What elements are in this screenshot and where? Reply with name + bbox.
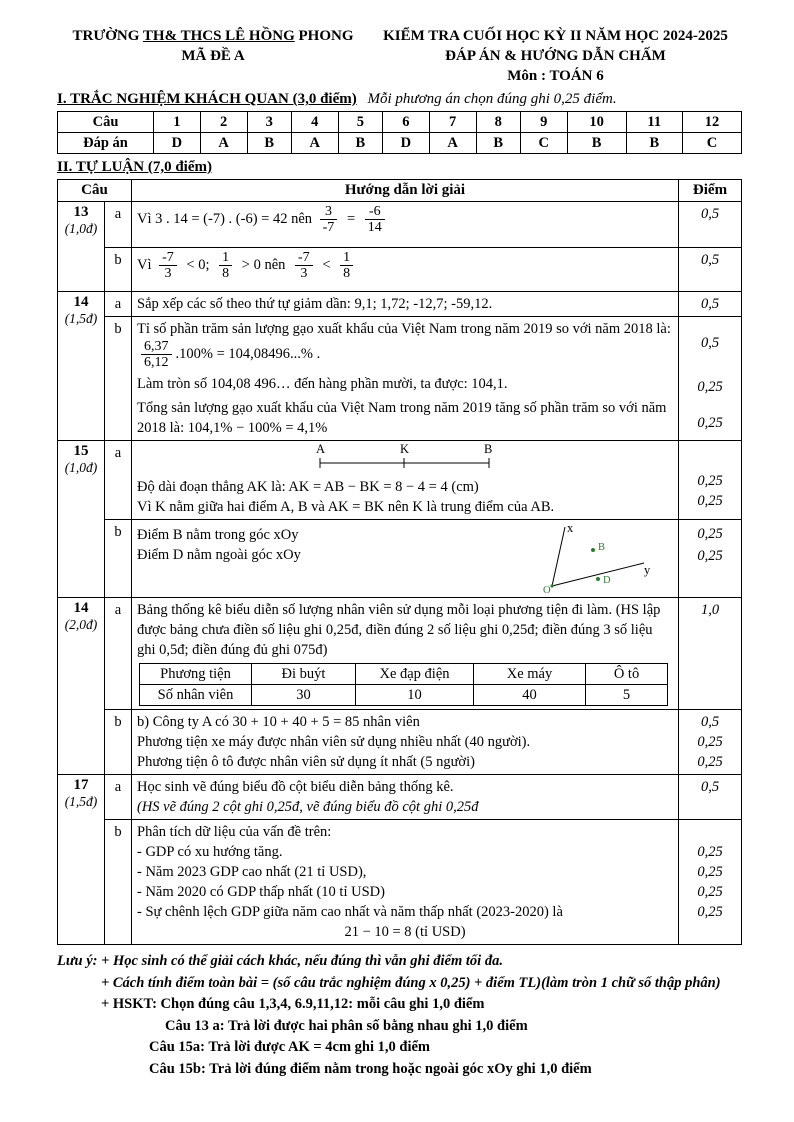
question-points-total: (2,0đ) [64, 617, 98, 633]
solution-cell-13b: Vì $\frac{-7}{3}$ < 0; $\frac{1}{8}$ > 0 nên $\frac{-7}{3}$ < $\frac{1}{8}$ [132, 248, 679, 292]
solution-line-italic: (HS vẽ đúng 2 cột ghi 0,25đ, vẽ đúng biểu đồ cột ghi 0,25đ [137, 799, 479, 816]
transport-header-cell: Ô tô [586, 664, 668, 685]
question-15-cell [58, 441, 105, 598]
answer-key-title: ĐÁP ÁN & HƯỚNG DẪN CHẤM [445, 48, 666, 64]
mcq-answer-row-label: Đáp án [58, 133, 154, 154]
angle-diagram [536, 522, 651, 594]
transport-table [139, 663, 668, 706]
mcq-answer-table [57, 111, 742, 154]
points-cell: 1,0 [679, 598, 742, 710]
mcq-answer-row [58, 133, 742, 154]
solution-line: Tổng sản lượng gạo xuất khẩu của Việt Nam trong năm 2019 tăng số phần trăm so với năm 2018 là: 104,1% − 100% = 4,1% [137, 400, 667, 437]
question-points-total: (1,0đ) [64, 460, 98, 476]
mcq-question-cell: 12 [683, 112, 742, 133]
exam-title: KIỂM TRA CUỐI HỌC KỲ II NĂM HỌC 2024-2025 [383, 28, 728, 44]
mcq-answer-cell: B [338, 133, 382, 154]
mcq-answer-cell: B [476, 133, 520, 154]
subject-line: Môn : TOÁN 6 [507, 68, 604, 84]
school-name [57, 26, 369, 46]
section1-heading [57, 91, 742, 108]
solution-line: Phương tiện xe máy được nhân viên sử dụng nhiều nhất (40 người). [137, 734, 531, 751]
transport-value-cell: 10 [356, 685, 474, 706]
transport-header-row [140, 664, 668, 685]
col-header-question: Câu [58, 180, 132, 202]
fraction: $\frac{-7}{3}$ [159, 250, 177, 281]
footer-note-1: Lưu ý: + Học sinh có thể giải cách khác, nếu đúng thì vẫn ghi điểm tối đa. [57, 953, 503, 970]
footer-note-3: + HSKT: Chọn đúng câu 1,3,4, 6.9,11,12: mỗi câu ghi 1,0 điểm [101, 996, 485, 1013]
solution-cell-16a [132, 598, 679, 710]
sub-question-label: a [105, 441, 132, 520]
mcq-question-cell: 8 [476, 112, 520, 133]
point-d-label: D [603, 575, 611, 587]
equals-sign: = [346, 210, 356, 227]
sub-question-label: b [105, 710, 132, 775]
col-header-solution: Hướng dẫn lời giải [132, 180, 679, 202]
school-name-suffix: PHONG [294, 28, 354, 44]
school-name-underlined: TH& THCS LÊ HỒNG [142, 28, 295, 44]
transport-header-cell: Đi buýt [252, 664, 356, 685]
solution-cell-17a [132, 775, 679, 820]
vertex-o-label: O [543, 585, 551, 595]
row-15b [58, 520, 742, 598]
row-13b [58, 248, 742, 292]
ray-y-label: y [644, 563, 651, 578]
footer-note-4: Câu 13 a: Trả lời được hai phân số bằng nhau ghi 1,0 điểm [165, 1017, 528, 1034]
solution-line: Tỉ số phần trăm sản lượng gạo xuất khẩu của Việt Nam trong năm 2019 so với năm 2018 là: $\frac{6,37}{6,12}$ .100% = 104,08496...% . [137, 321, 671, 371]
point-b-label: B [598, 542, 606, 554]
fraction: $\frac{6,37}{6,12}$ [141, 339, 172, 370]
points-cell: 0,5 [679, 292, 742, 317]
points-cell: 0,25 0,25 [679, 441, 742, 520]
sub-question-label: b [105, 520, 132, 598]
points-cell: 0,5 [679, 775, 742, 820]
transport-header-cell: Xe máy [474, 664, 586, 685]
footer-note-6: Câu 15b: Trả lời đúng điểm nằm trong hoặc ngoài góc xOy ghi 1,0 điểm [149, 1060, 592, 1077]
solution-cell-13a [132, 202, 679, 248]
mcq-answer-cell: C [520, 133, 567, 154]
fraction: $\frac{3}{-7}$ [320, 204, 338, 235]
row-13a [58, 202, 742, 248]
point-b-label: B [484, 443, 493, 457]
solution-line: - Năm 2020 có GDP thấp nhất (10 tỉ USD) [137, 884, 385, 901]
mcq-question-cell: 6 [382, 112, 429, 133]
mcq-answer-cell: D [154, 133, 201, 154]
solution-line: Học sinh vẽ đúng biểu đồ cột biểu diễn bảng thống kê. [137, 779, 454, 796]
row-15a [58, 441, 742, 520]
header-left [57, 26, 369, 86]
question-number: 17 [73, 777, 89, 794]
mcq-question-cell: 9 [520, 112, 567, 133]
point-k-label: K [400, 443, 410, 457]
footer-note-5: Câu 15a: Trả lời được AK = 4cm ghi 1,0 điểm [149, 1039, 431, 1056]
points-cell: 0,25 0,25 0,25 0,25 [679, 820, 742, 945]
mcq-question-row-label: Câu [58, 112, 154, 133]
solution-line: - Năm 2023 GDP cao nhất (21 tỉ USD), [137, 864, 367, 881]
sub-question-label: a [105, 202, 132, 248]
solution-line: b) Công ty A có 30 + 10 + 40 + 5 = 85 nhân viên [137, 714, 420, 731]
mcq-answer-cell: A [429, 133, 476, 154]
solution-line: Phương tiện ô tô được nhân viên sử dụng ít nhất (5 người) [137, 754, 475, 771]
solution-line: Làm tròn số 104,08 496… đến hàng phần mười, ta được: 104,1. [137, 376, 508, 393]
row-14b [58, 317, 742, 441]
points-cell: 0,5 [679, 248, 742, 292]
points-cell: 0,5 0,25 0,25 [679, 317, 742, 441]
segment-diagram [137, 443, 673, 477]
question-17-cell [58, 775, 105, 945]
footer-note-2: + Cách tính điểm toàn bài = (số câu trắc nghiệm đúng x 0,25) + điểm TL)(làm tròn 1 chữ số thập phân) [101, 974, 721, 991]
question-points-total: (1,0đ) [64, 221, 98, 236]
mcq-answer-cell: D [382, 133, 429, 154]
fraction: $\frac{-7}{3}$ [295, 250, 313, 281]
solution-cell-14a: Sắp xếp các số theo thứ tự giảm dần: 9,1; 1,72; -12,7; -59,12. [132, 292, 679, 317]
fraction: $\frac{1}{8}$ [340, 250, 353, 281]
solution-line-centered: 21 − 10 = 8 (tỉ USD) [344, 924, 466, 941]
question-number: 14 [73, 294, 89, 310]
transport-value-cell: 40 [474, 685, 586, 706]
sub-question-label: a [105, 598, 132, 710]
solution-line: Vì K nằm giữa hai điểm A, B và AK = BK nên K là trung điểm của AB. [137, 499, 555, 516]
essay-table [57, 179, 742, 945]
question-number: 13 [73, 204, 89, 220]
solution-cell-15a [132, 441, 679, 520]
mcq-question-row [58, 112, 742, 133]
row-17b [58, 820, 742, 945]
solution-text-block [137, 522, 301, 565]
essay-header-row [58, 180, 742, 202]
question-13-cell [58, 202, 105, 292]
solution-line: - Sự chênh lệch GDP giữa năm cao nhất và năm thấp nhất (2023-2020) là [137, 904, 563, 921]
solution-cell-14b [132, 317, 679, 441]
mcq-question-cell: 5 [338, 112, 382, 133]
solution-line: Độ dài đoạn thẳng AK là: AK = AB − BK = 8 − 4 = 4 (cm) [137, 479, 479, 496]
fraction: $\frac{-6}{14}$ [365, 204, 385, 235]
mcq-question-cell: 10 [567, 112, 626, 133]
essay-heading: II. TỰ LUẬN (7,0 điểm) [57, 159, 213, 175]
transport-values-row [140, 685, 668, 706]
mcq-answer-cell: C [683, 133, 742, 154]
solution-line: - GDP có xu hướng tăng. [137, 844, 283, 861]
mcq-question-cell: 3 [247, 112, 291, 133]
transport-value-cell: 5 [586, 685, 668, 706]
question-points-total: (1,5đ) [64, 794, 98, 810]
solution-line: Bảng thống kê biểu diễn số lượng nhân viên sử dụng mỗi loại phương tiện đi làm. (HS lập được bảng chưa điền số liệu ghi 0,25đ, điền đúng 2 số liệu ghi 0,25đ; điền đúng 3 số liệu ghi 0,5đ; điền đúng đủ ghi 075đ) [137, 602, 661, 659]
row-16a [58, 598, 742, 710]
transport-value-cell: 30 [252, 685, 356, 706]
mcq-answer-cell: A [200, 133, 247, 154]
solution-line: Điểm D nằm ngoài góc xOy [137, 547, 301, 564]
sub-question-label: a [105, 292, 132, 317]
mcq-question-cell: 1 [154, 112, 201, 133]
mcq-question-cell: 2 [200, 112, 247, 133]
footer-notes [57, 951, 742, 1080]
header-right [369, 26, 742, 86]
section2-heading [57, 159, 742, 176]
fraction: $\frac{1}{8}$ [219, 250, 232, 281]
mcq-heading-note: Mỗi phương án chọn đúng ghi 0,25 điểm. [367, 91, 617, 107]
sub-question-label: b [105, 820, 132, 945]
sub-question-label: b [105, 248, 132, 292]
transport-header-cell: Phương tiện [140, 664, 252, 685]
transport-row-label: Số nhân viên [140, 685, 252, 706]
point-a-label: A [316, 443, 326, 457]
solution-cell-17b [132, 820, 679, 945]
mcq-question-cell: 11 [626, 112, 683, 133]
mcq-answer-cell: B [626, 133, 683, 154]
mcq-heading: I. TRẮC NGHIỆM KHÁCH QUAN (3,0 điểm) [57, 91, 357, 107]
solution-cell-16b [132, 710, 679, 775]
mcq-question-cell: 4 [291, 112, 338, 133]
sub-question-label: b [105, 317, 132, 441]
solution-line: Điểm B nằm trong góc xOy [137, 527, 299, 544]
row-14a [58, 292, 742, 317]
mcq-answer-cell: B [567, 133, 626, 154]
points-cell: 0,5 0,25 0,25 [679, 710, 742, 775]
row-17a [58, 775, 742, 820]
col-header-points: Điểm [679, 180, 742, 202]
sub-question-label: a [105, 775, 132, 820]
question-number: 14 [73, 600, 89, 617]
exam-code: MÃ ĐỀ A [181, 48, 245, 64]
question-16-cell [58, 598, 105, 775]
mcq-answer-cell: B [247, 133, 291, 154]
solution-text: Vì 3 . 14 = (-7) . (-6) = 42 nên [137, 210, 313, 227]
question-points-total: (1,5đ) [64, 311, 98, 326]
school-name-prefix: TRƯỜNG [72, 28, 143, 44]
solution-line: Phân tích dữ liệu của vấn đề trên: [137, 824, 332, 841]
transport-header-cell: Xe đạp điện [356, 664, 474, 685]
question-14-cell [58, 292, 105, 441]
points-cell: 0,5 [679, 202, 742, 248]
question-number: 15 [73, 443, 89, 460]
solution-cell-15b [132, 520, 679, 598]
ray-x-label: x [567, 522, 574, 536]
mcq-question-cell: 7 [429, 112, 476, 133]
points-cell: 0,25 0,25 [679, 520, 742, 598]
row-16b [58, 710, 742, 775]
document-header [57, 26, 742, 86]
mcq-answer-cell: A [291, 133, 338, 154]
